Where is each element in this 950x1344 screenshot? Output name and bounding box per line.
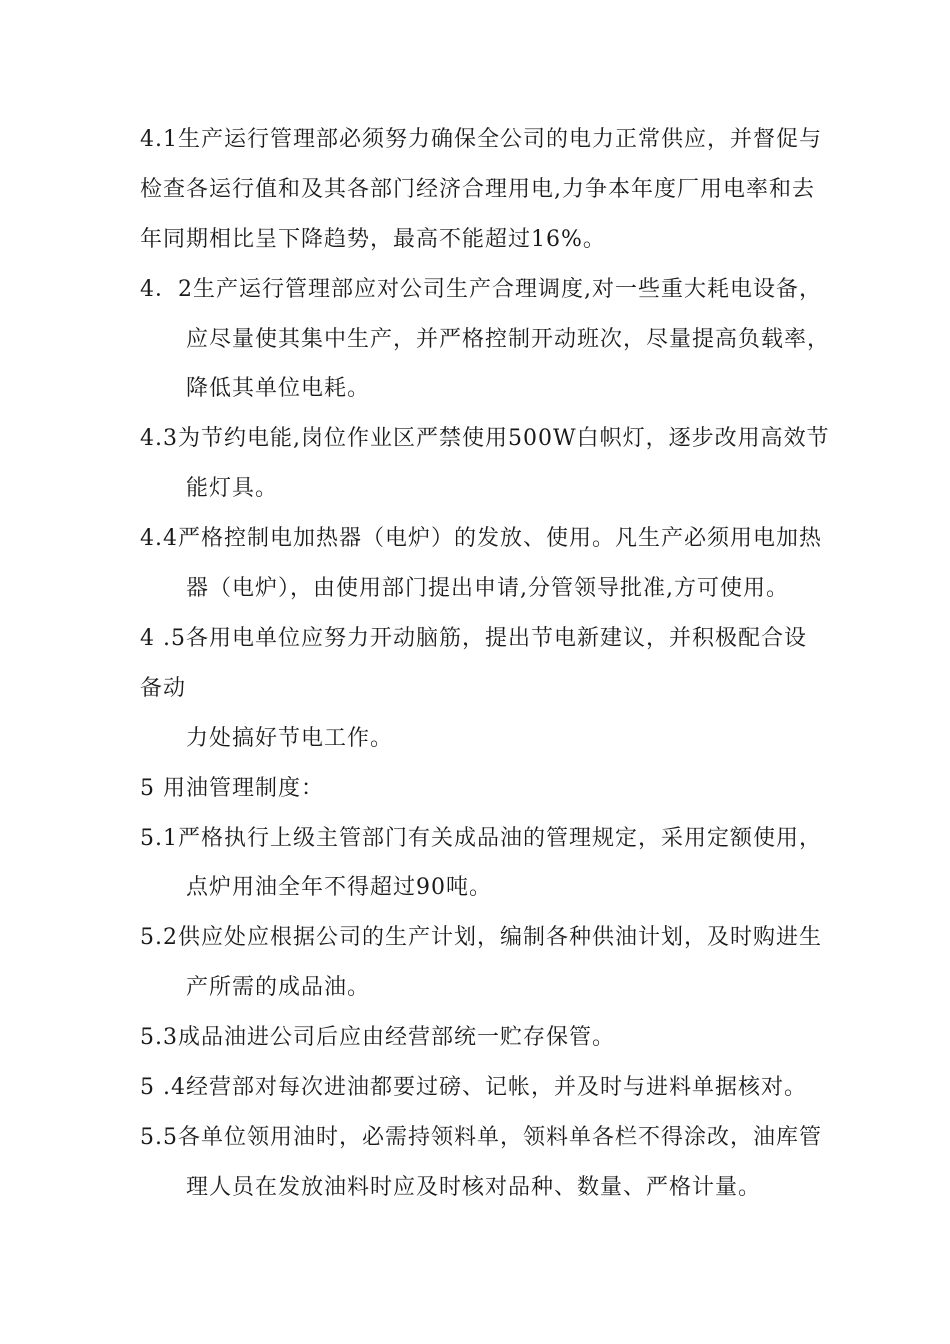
text-line: 器（电炉），由使用部门提出申请,分管领导批准,方可使用。	[186, 576, 789, 601]
text-line: 理人员在发放油料时应及时核对品种、数量、严格计量。	[186, 1175, 762, 1200]
text-line: 4 .5各用电单位应努力开动脑筋，提出节电新建议，并积极配合设	[140, 626, 807, 651]
text-line: 4．2生产运行管理部应对公司生产合理调度,对一些重大耗电设备，	[140, 277, 822, 302]
text-line: 4.4严格控制电加热器（电炉）的发放、使用。凡生产必须用电加热	[140, 526, 822, 551]
text-line: 检查各运行值和及其各部门经济合理用电,力争本年度厂用电率和去	[140, 177, 815, 202]
text-line: 点炉用油全年不得超过90吨。	[186, 875, 492, 900]
text-line: 力处搞好节电工作。	[186, 726, 394, 751]
text-line: 备动	[140, 676, 187, 701]
text-line: 5.3成品油进公司后应由经营部统一贮存保管。	[140, 1025, 615, 1050]
text-line: 应尽量使其集中生产，并严格控制开动班次，尽量提高负载率，	[186, 327, 831, 352]
text-line: 5.5各单位领用油时，必需持领料单，领料单各栏不得涂改，油库管	[140, 1125, 822, 1150]
text-line: 4.3为节约电能,岗位作业区严禁使用500W白帜灯，逐步改用高效节	[140, 426, 830, 451]
text-line: 5 .4经营部对每次进油都要过磅、记帐，并及时与进料单据核对。	[140, 1075, 807, 1100]
text-line: 5.2供应处应根据公司的生产计划，编制各种供油计划，及时购进生	[140, 925, 822, 950]
text-line: 5.1严格执行上级主管部门有关成品油的管理规定，采用定额使用，	[140, 826, 822, 851]
section-heading: 5 用油管理制度：	[140, 776, 324, 801]
text-line: 年同期相比呈下降趋势，最高不能超过16%。	[140, 227, 606, 252]
text-line: 降低其单位电耗。	[186, 376, 371, 401]
text-line: 能灯具。	[186, 476, 279, 501]
text-line: 4.1生产运行管理部必须努力确保全公司的电力正常供应，并督促与	[140, 127, 822, 152]
text-line: 产所需的成品油。	[186, 975, 371, 1000]
